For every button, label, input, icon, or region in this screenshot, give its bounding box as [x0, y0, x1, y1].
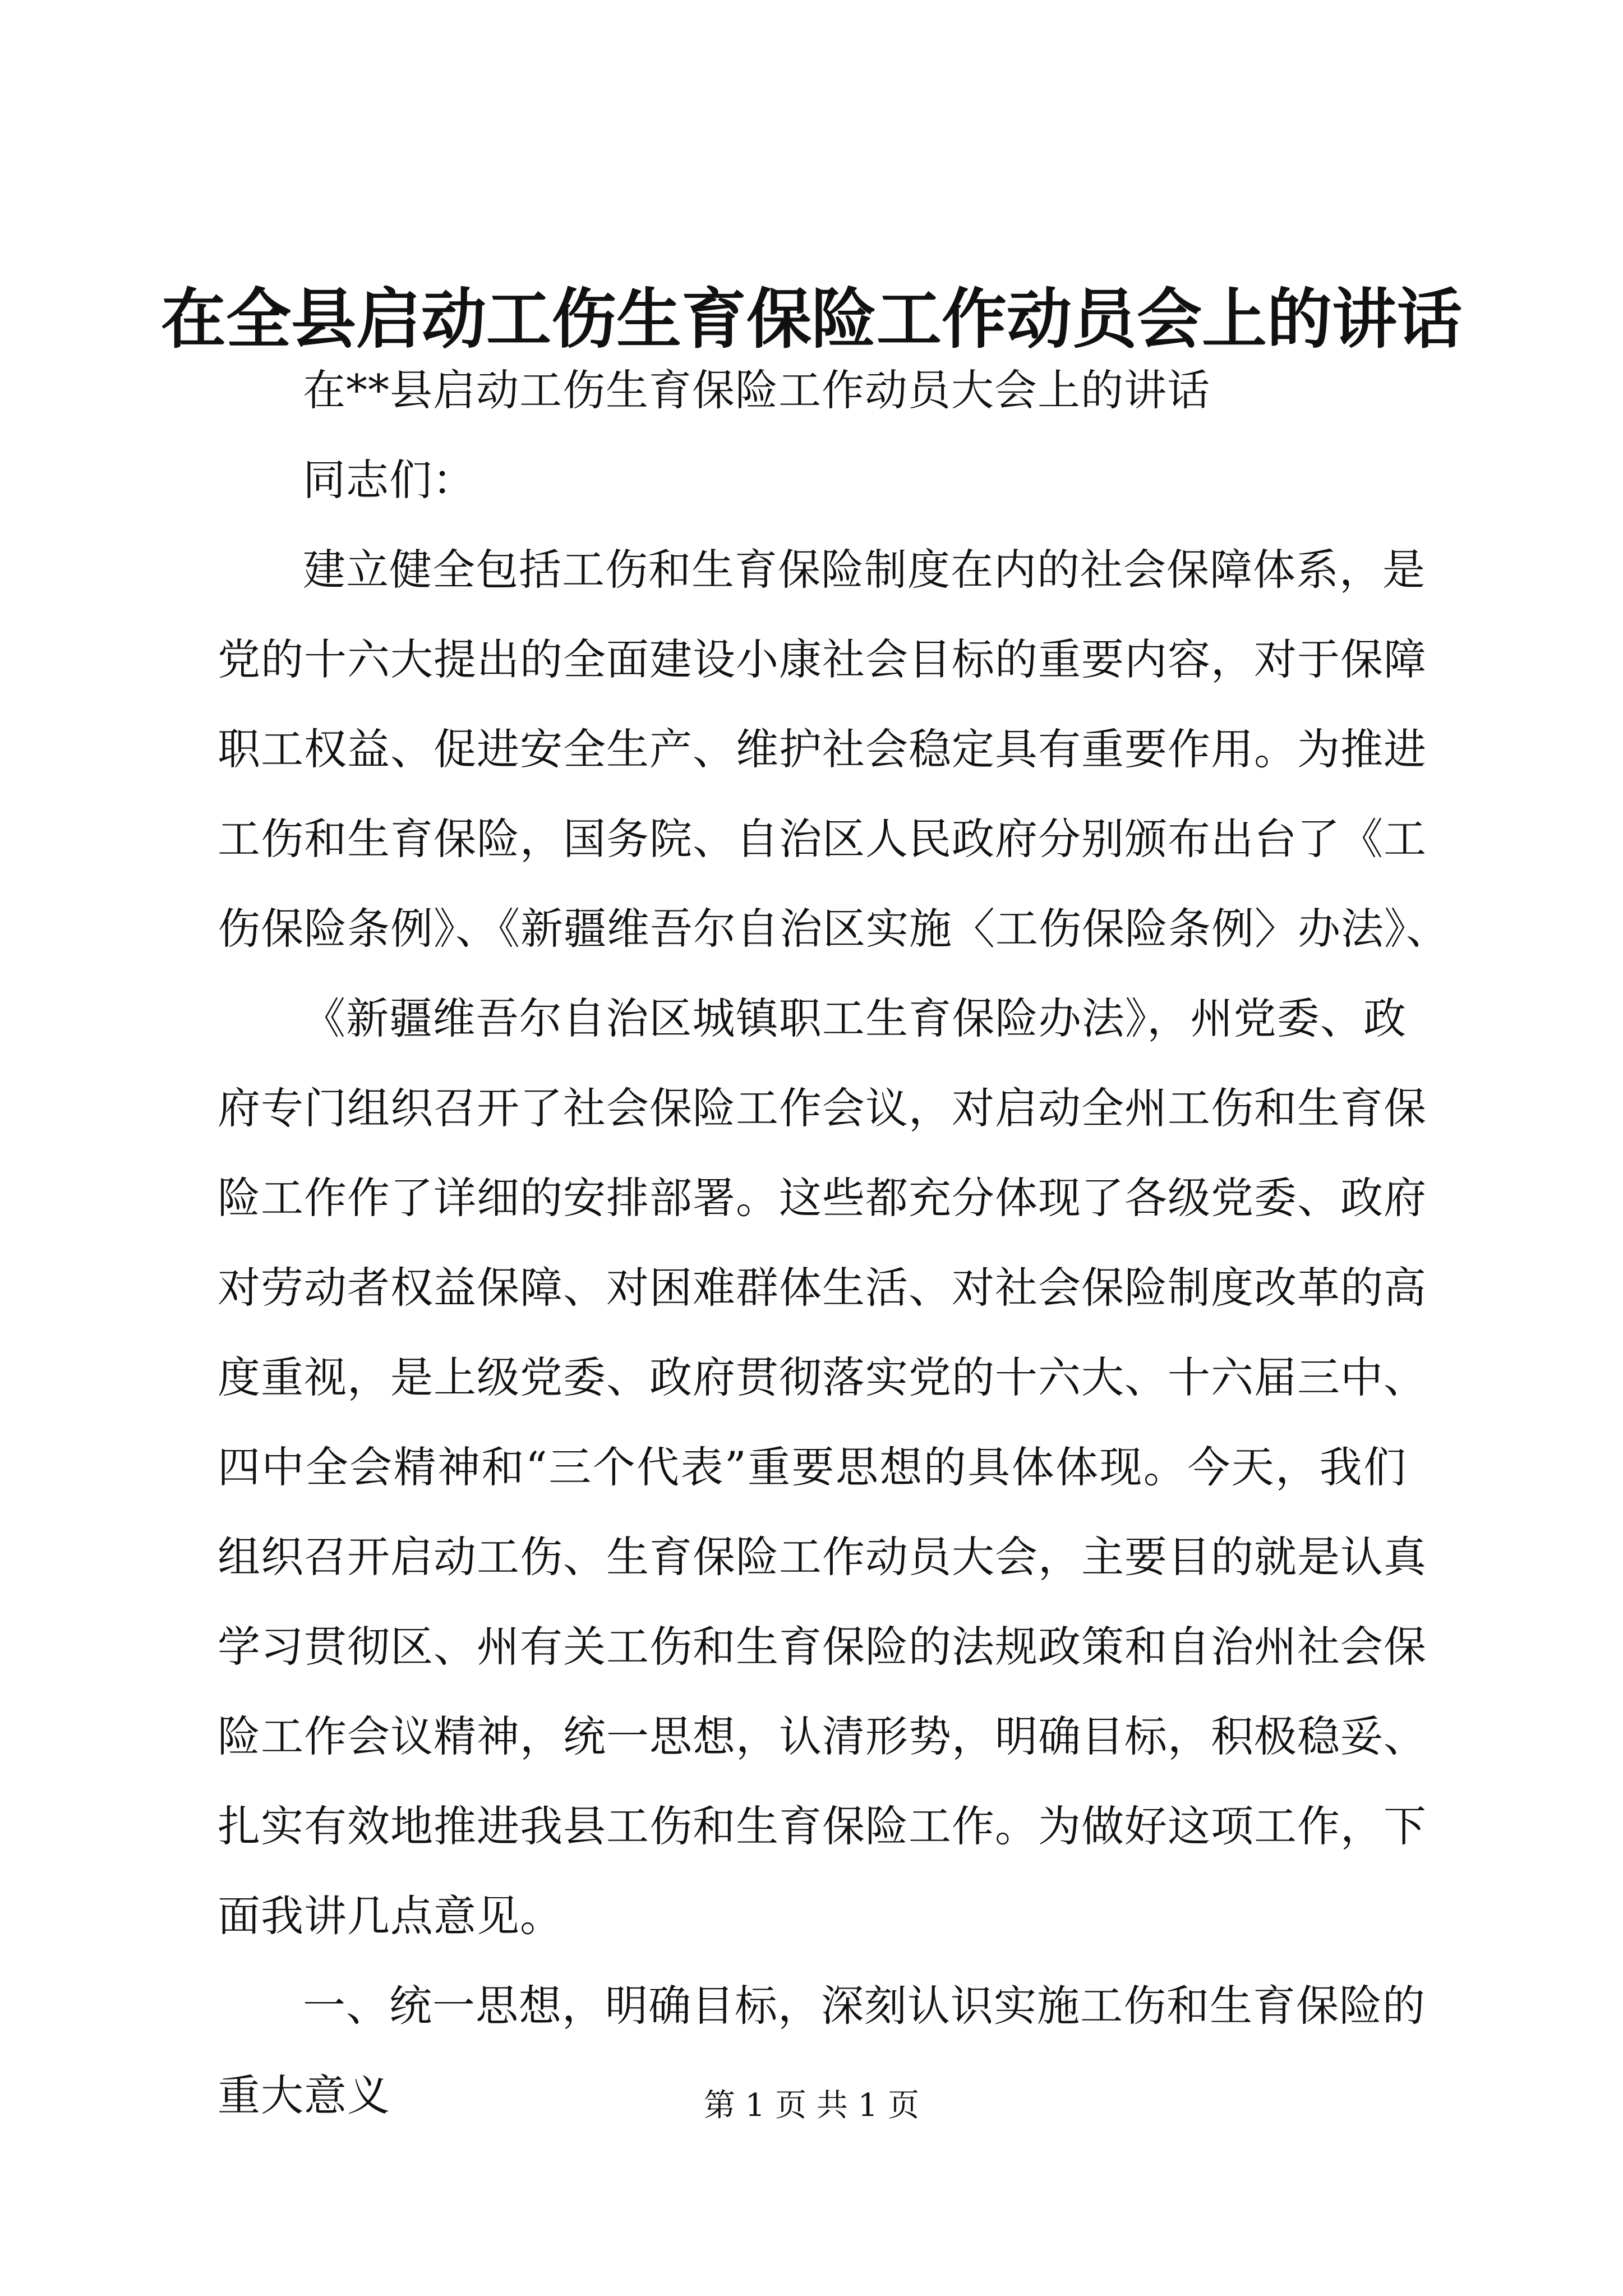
document-title: 在全县启动工伤生育保险工作动员会上的讲话 — [161, 281, 1462, 357]
page-footer: 第 1 页 共 1 页 — [703, 2087, 920, 2124]
paragraph-line: 重大意义 — [218, 2070, 390, 2120]
paragraph-line: 一、统一思想，明确目标，深刻认识实施工伤和生育保险的 — [303, 1981, 1426, 2031]
paragraph-1 — [218, 525, 1449, 974]
paragraph-line: 组织召开启动工伤、生育保险工作动员大会，主要目的就是认真 — [218, 1532, 1427, 1582]
paragraph-line: 职工权益、促进安全生产、维护社会稳定具有重要作用。为推进 — [218, 724, 1427, 774]
paragraph-line: 学习贯彻区、州有关工伤和生育保险的法规政策和自治州社会保 — [218, 1622, 1427, 1672]
document-body — [218, 346, 1449, 2141]
paragraph-line: 险工作作了详细的安排部署。这些都充分体现了各级党委、政府 — [218, 1173, 1427, 1223]
subtitle-text: 在**县启动工伤生育保险工作动员大会上的讲话 — [303, 365, 1210, 415]
paragraph-2 — [218, 974, 1427, 1961]
paragraph-line: 险工作会议精神，统一思想，认清形势，明确目标，积极稳妥、 — [218, 1711, 1427, 1761]
paragraph-line: 扎实有效地推进我县工伤和生育保险工作。为做好这项工作，下 — [218, 1801, 1427, 1851]
paragraph-line: 伤保险条例》、《新疆维吾尔自治区实施〈工伤保险条例〉办法》、 — [218, 904, 1449, 954]
paragraph-line: 建立健全包括工伤和生育保险制度在内的社会保障体系，是 — [303, 545, 1426, 595]
paragraph-line: 对劳动者权益保障、对困难群体生活、对社会保险制度改革的高 — [218, 1263, 1427, 1313]
salutation — [218, 435, 1407, 525]
paragraph-line: 府专门组织召开了社会保险工作会议，对启动全州工伤和生育保 — [218, 1083, 1427, 1133]
paragraph-line: 《新疆维吾尔自治区城镇职工生育保险办法》，州党委、政 — [303, 993, 1407, 1043]
paragraph-line: 党的十六大提出的全面建设小康社会目标的重要内容，对于保障 — [218, 634, 1427, 684]
paragraph-line: 度重视，是上级党委、政府贯彻落实党的十六大、十六届三中、 — [218, 1352, 1427, 1402]
paragraph-line: 面我讲几点意见。 — [218, 1891, 563, 1941]
paragraph-line: 工伤和生育保险，国务院、自治区人民政府分别颁布出台了《工 — [218, 814, 1427, 864]
salutation-text: 同志们： — [303, 455, 476, 505]
paragraph-line: 四中全会精神和“三个代表”重要思想的具体体现。今天，我们 — [218, 1442, 1407, 1492]
subtitle — [218, 346, 1407, 435]
